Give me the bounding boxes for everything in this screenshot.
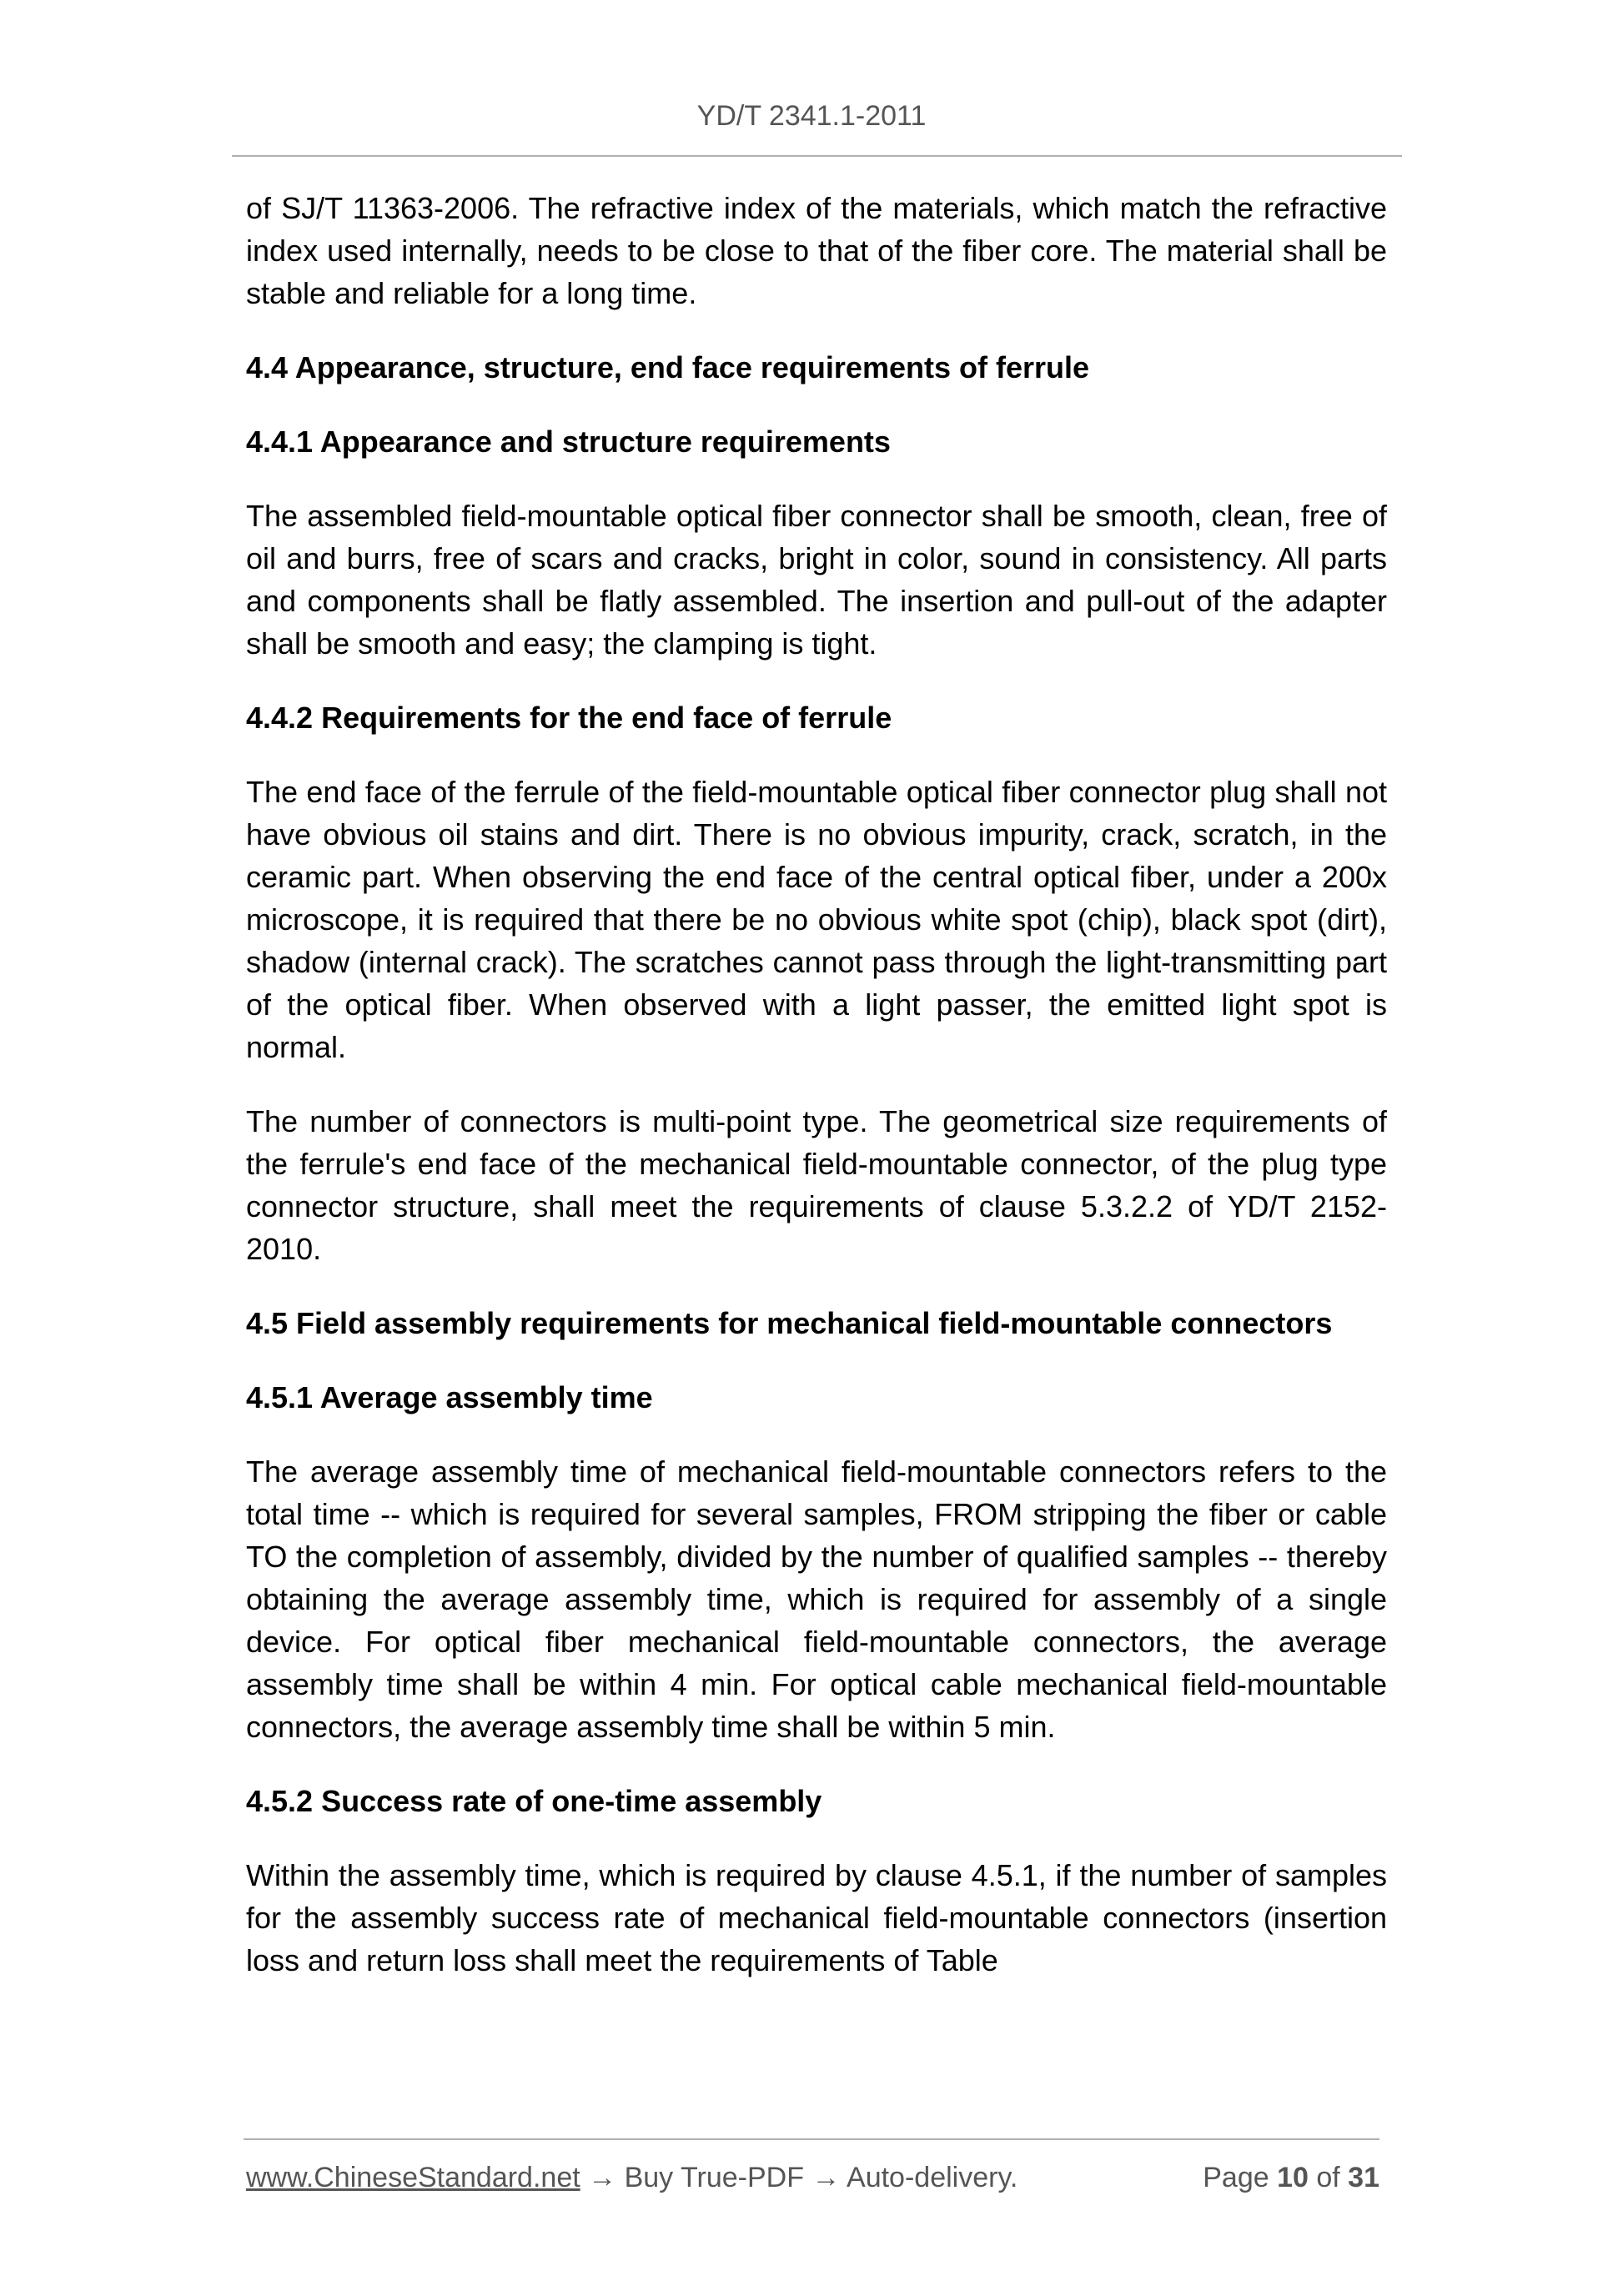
section-heading-4-4-2: 4.4.2 Requirements for the end face of ferrule — [246, 701, 892, 735]
arrow-right-icon: → — [803, 2162, 847, 2193]
header-divider — [232, 155, 1402, 157]
section-heading-4-5: 4.5 Field assembly requirements for mechanical field-mountable connectors — [246, 1306, 1333, 1340]
section-heading-4-5-1: 4.5.1 Average assembly time — [246, 1380, 653, 1414]
paragraph-4-5-1: The average assembly time of mechanical field-mountable connectors refers to the total time -- which is required for several samples, FROM stripping the fiber or cable TO the completion of assembly, divided by the number of qualified samples -- thereby obtaining the average assembly time, which is required for assembly of a single device. For optical fiber mechanical field-mountable connectors, the average assembly time shall be within 4 min. For optical cable mechanical field-mountable connectors, the average assembly time shall be within 5 min. — [246, 1454, 1387, 1744]
page-label: Page — [1203, 2162, 1278, 2193]
of-label: of — [1308, 2162, 1349, 2193]
footer-divider — [244, 2138, 1379, 2140]
section-heading-4-5-2: 4.5.2 Success rate of one-time assembly — [246, 1784, 822, 1818]
arrow-right-icon: → — [580, 2162, 625, 2193]
paragraph-continuation: of SJ/T 11363-2006. The refractive index of the materials, which match the refractive index used internally, needs to be close to that of the fiber core. The material shall be stable and reliable for a long time. — [246, 191, 1387, 310]
paragraph-4-4-1: The assembled field-mountable optical fiber connector shall be smooth, clean, free of oil and burrs, free of scars and cracks, bright in color, sound in consistency. All parts and components shall be flatly assembled. The insertion and pull-out of the adapter shall be smooth and easy; the clamping is tight. — [246, 499, 1387, 661]
auto-delivery-text: Auto-delivery. — [847, 2162, 1018, 2193]
footer-promo — [246, 2162, 1018, 2194]
current-page-number: 10 — [1277, 2162, 1309, 2193]
paragraph-4-4-2-a: The end face of the ferrule of the field-mountable optical fiber connector plug shall not have obvious oil stains and dirt. There is no obvious impurity, crack, scratch, in the ceramic part. When observing the end face of the central optical fiber, under a 200x microscope, it is required that there be no obvious white spot (chip), black spot (dirt), shadow (internal crack). The scratches cannot pass through the light-transmitting part of the optical fiber. When observed with a light passer, the emitted light spot is normal. — [246, 775, 1387, 1064]
website-link[interactable]: www.ChineseStandard.net — [246, 2162, 580, 2193]
paragraph-4-4-2-b: The number of connectors is multi-point type. The geometrical size requirements of the ferrule's end face of the mechanical field-mountable connector, of the plug type connector structure, shall meet the requirements of clause 5.3.2.2 of YD/T 2152-2010. — [246, 1104, 1387, 1266]
page-indicator — [1203, 2162, 1379, 2194]
total-pages-number: 31 — [1348, 2162, 1379, 2193]
section-heading-4-4: 4.4 Appearance, structure, end face requirements of ferrule — [246, 350, 1090, 384]
section-heading-4-4-1: 4.4.1 Appearance and structure requirements — [246, 425, 891, 459]
document-body — [246, 187, 1387, 2013]
document-header-title: YD/T 2341.1-2011 — [696, 100, 927, 132]
paragraph-4-5-2: Within the assembly time, which is required by clause 4.5.1, if the number of samples for the assembly success rate of mechanical field-mountable connectors (insertion loss and return loss shall meet the requirements of Table — [246, 1858, 1387, 1977]
buy-pdf-text: Buy True-PDF — [624, 2162, 804, 2193]
